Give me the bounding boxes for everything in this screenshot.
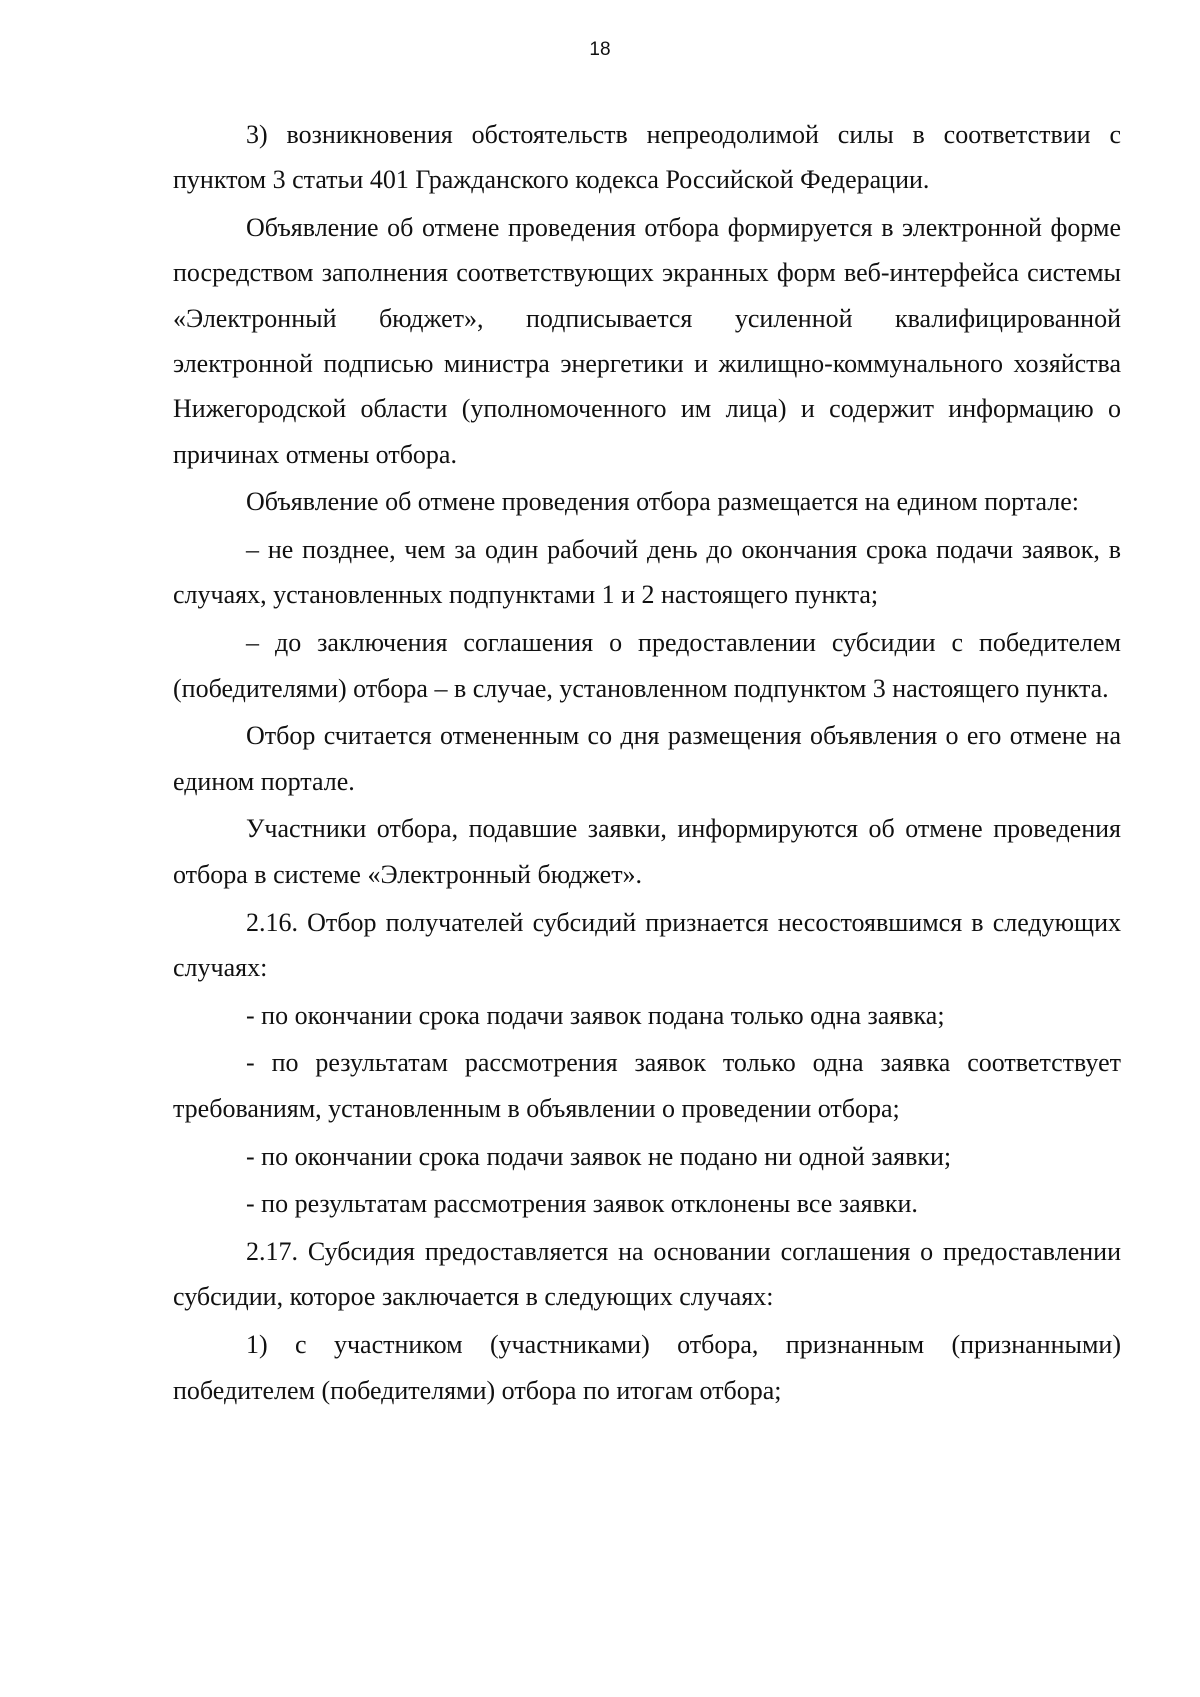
- paragraph-section-2-17: 2.17. Субсидия предоставляется на основании соглашения о предоставлении субсидии, которое заключается в следующих случаях:: [173, 1237, 1121, 1312]
- list-item-placement-deadline: – не позднее, чем за один рабочий день до окончания срока подачи заявок, в случаях, установленных подпунктами 1 и 2 настоящего пункта;: [173, 535, 1121, 610]
- paragraph-cancellation-notice-placement: Объявление об отмене проведения отбора размещается на едином портале:: [246, 487, 1079, 517]
- list-item-agreement-with-winners: 1) с участником (участниками) отбора, признанным (признанными) победителем (победителями) отбора по итогам отбора;: [173, 1330, 1121, 1405]
- paragraph-section-2-16: 2.16. Отбор получателей субсидий признается несостоявшимся в следующих случаях:: [173, 907, 1121, 982]
- list-item-all-rejected: - по результатам рассмотрения заявок отклонены все заявки.: [246, 1189, 918, 1219]
- list-item-no-applications: - по окончании срока подачи заявок не подано ни одной заявки;: [246, 1141, 952, 1171]
- paragraph-cancellation-notice-form: Объявление об отмене проведения отбора формируется в электронной форме посредством заполнения соответствующих экранных форм веб-интерфейса системы «Электронный бюджет», подписывается усиленной квалифицированной электронной подписью министра энергетики и жилищно-коммунального хозяйства Нижегородской области (уполномоченного им лица) и содержит информацию о причинах отмены отбора.: [173, 213, 1121, 469]
- paragraph-selection-cancelled: Отбор считается отмененным со дня размещения объявления о его отмене на едином портале.: [173, 721, 1121, 796]
- list-item-one-application-submitted: - по окончании срока подачи заявок подана только одна заявка;: [246, 1000, 945, 1030]
- paragraph-force-majeure: 3) возникновения обстоятельств непреодолимой силы в соответствии с пунктом 3 статьи 401 Гражданского кодекса Российской Федерации.: [173, 120, 1121, 195]
- page-number: 18: [589, 39, 611, 60]
- list-item-placement-before-agreement: – до заключения соглашения о предоставлении субсидии с победителем (победителями) отбора – в случае, установленном подпунктом 3 настоящего пункта.: [173, 628, 1121, 703]
- paragraph-participants-informed: Участники отбора, подавшие заявки, информируются об отмене проведения отбора в системе «Электронный бюджет».: [173, 814, 1121, 889]
- document-body: [173, 112, 1121, 1415]
- list-item-one-application-compliant: - по результатам рассмотрения заявок только одна заявка соответствует требованиям, установленным в объявлении о проведении отбора;: [173, 1048, 1121, 1123]
